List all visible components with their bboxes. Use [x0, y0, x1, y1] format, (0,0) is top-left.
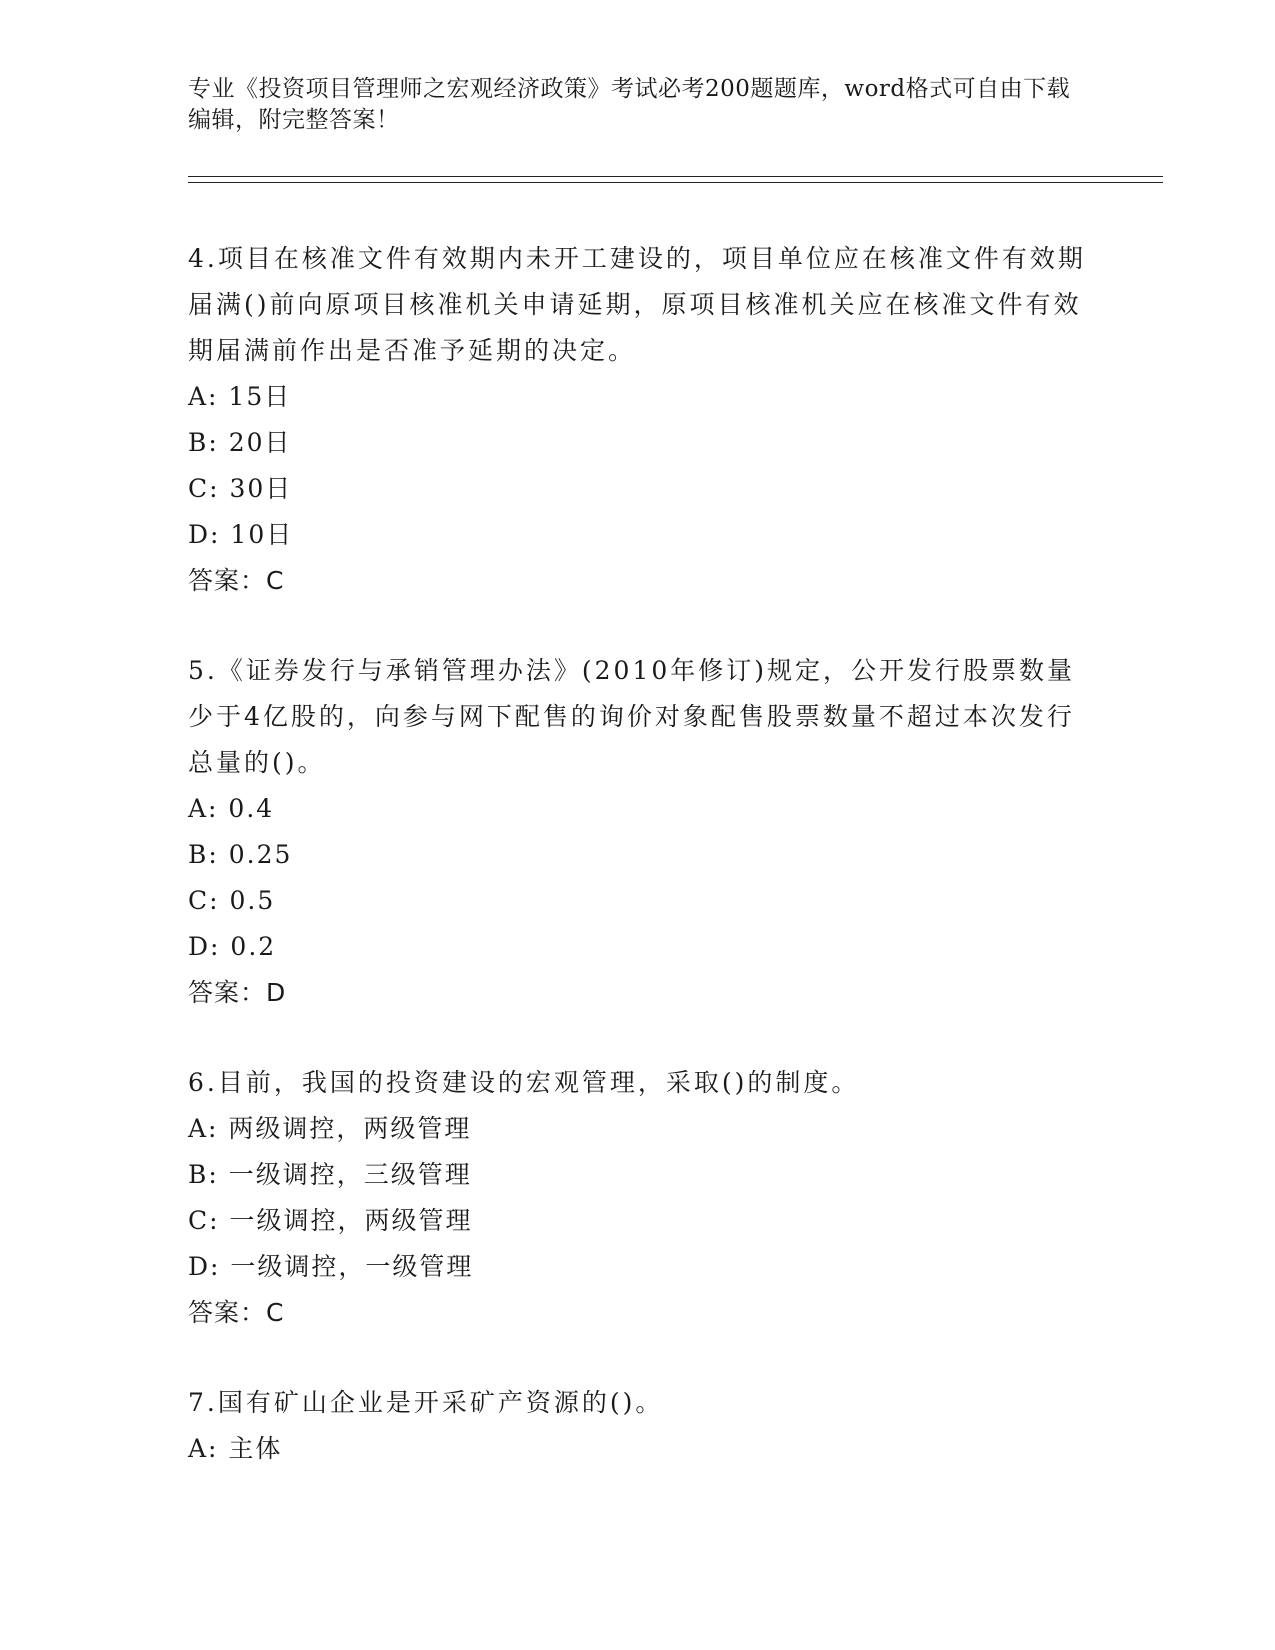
question-5	[188, 648, 1088, 1016]
question-stem: 5.《证券发行与承销管理办法》(2010年修订)规定，公开发行股票数量少于4亿股的，向参与网下配售的询价对象配售股票数量不超过本次发行总量的()。	[188, 656, 1075, 777]
option-d: D: 0.2	[188, 932, 277, 961]
question-stem: 6.目前，我国的投资建设的宏观管理，采取()的制度。	[188, 1068, 860, 1097]
question-stem: 4.项目在核准文件有效期内未开工建设的，项目单位应在核准文件有效期届满()前向原项目核准机关申请延期，原项目核准机关应在核准文件有效期届满前作出是否准予延期的决定。	[188, 244, 1086, 365]
option-a: A: 15日	[188, 382, 292, 411]
option-a: A: 主体	[188, 1434, 283, 1463]
option-b: B: 0.25	[188, 840, 293, 869]
option-d: D: 10日	[188, 520, 294, 549]
option-c: C: 30日	[188, 474, 293, 503]
question-list	[188, 236, 1088, 1516]
question-6	[188, 1060, 1088, 1336]
header-divider-bottom	[188, 182, 1163, 183]
answer: 答案：C	[188, 566, 285, 595]
answer: 答案：D	[188, 978, 287, 1007]
option-a: A: 0.4	[188, 794, 275, 823]
option-a: A: 两级调控，两级管理	[188, 1114, 472, 1143]
question-7	[188, 1380, 1088, 1472]
option-d: D: 一级调控，一级管理	[188, 1252, 474, 1281]
document-header: 专业《投资项目管理师之宏观经济政策》考试必考200题题库，word格式可自由下载编辑，附完整答案！	[188, 76, 1071, 133]
option-c: C: 0.5	[188, 886, 276, 915]
option-b: B: 一级调控，三级管理	[188, 1160, 472, 1189]
header-divider-top	[188, 176, 1163, 177]
question-stem: 7.国有矿山企业是开采矿产资源的()。	[188, 1388, 664, 1417]
option-b: B: 20日	[188, 428, 292, 457]
answer: 答案：C	[188, 1298, 285, 1327]
option-c: C: 一级调控，两级管理	[188, 1206, 473, 1235]
question-4	[188, 236, 1088, 604]
